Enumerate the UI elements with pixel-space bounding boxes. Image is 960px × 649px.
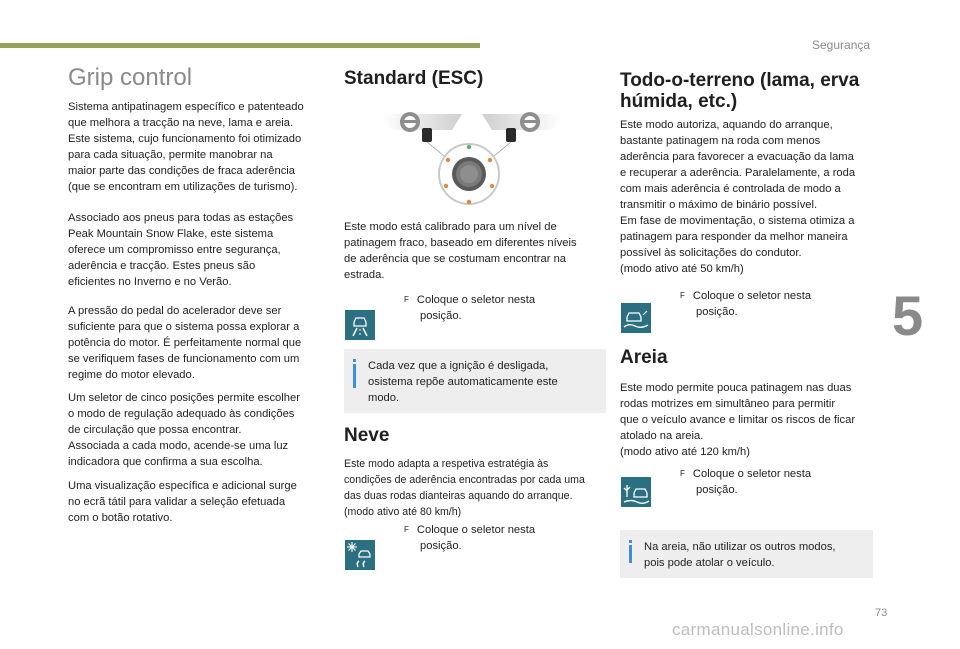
sand-bullet: F Coloque o seletor nesta posição. bbox=[680, 468, 812, 496]
snow-bullet: F Coloque o seletor nesta posição. bbox=[404, 524, 536, 552]
snow-mode-icon bbox=[345, 540, 375, 570]
standard-description: Este modo está calibrado para um nível de patinagem fraco, baseado em diferentes níveis de aderência que se costumam encontrar na estrada. bbox=[344, 221, 577, 281]
selector-paragraph: Um seletor de cinco posições permite escolher o modo de regulação adequado às condições de circulação que possa encontrar. Associada a cada modo, acende-se uma luz indicadora que confirma a sua escolha. bbox=[68, 392, 300, 468]
mud-bullet: F Coloque o seletor nesta posição. bbox=[680, 290, 812, 318]
standard-bullet: F Coloque o seletor nesta posição. bbox=[404, 294, 536, 322]
standard-note: Cada vez que a ignição é desligada, osistema repõe automaticamente este modo. bbox=[344, 349, 606, 413]
sand-mode-title: Areia bbox=[620, 347, 668, 368]
chapter-number: 5 bbox=[892, 284, 924, 347]
mud-description: Este modo autoriza, aquando do arranque, bastante patinagem na roda com menos aderência para favorecer a evacuação da lama e recuperar a aderência. Paralelamente, a roda com mais aderência é controlada de modo a transmitir o máximo de binário possível. Em fase de movimentação, o sistema otimiza a patinagem para responder da melhor maneira possível às solicitações do condutor. (modo ativo até 50 km/h) bbox=[620, 119, 856, 275]
standard-mode-icon bbox=[345, 310, 375, 340]
snow-description: Este modo adapta a respetiva estratégia às condições de aderência encontradas por cada uma das duas rodas dianteiras aquando do arranque. (modo ativo até 80 km/h) bbox=[344, 458, 585, 518]
grip-control-title: Grip control bbox=[68, 64, 193, 91]
info-marker-icon bbox=[629, 540, 632, 563]
sand-note: Na areia, não utilizar os outros modos, pois pode atolar o veículo. bbox=[620, 530, 873, 578]
accent-bar bbox=[0, 43, 480, 48]
mud-mode-title: Todo-o-terreno (lama, erva húmida, etc.) bbox=[620, 70, 860, 112]
steering-wheel-icon bbox=[520, 112, 540, 132]
watermark: carmanualsonline.info bbox=[672, 620, 844, 639]
info-marker-icon bbox=[353, 359, 356, 388]
mud-mode-icon bbox=[621, 303, 651, 333]
display-paragraph: Uma visualização específica e adicional surge no ecrã tátil para validar a seleção efetuada com o botão rotativo. bbox=[68, 480, 297, 524]
grip-intro-paragraph: Sistema antipatinagem específico e patenteado que melhora a tracção na neve, lama e areia. Este sistema, cujo funcionamento foi otimizado para cada situação, permite manobrar na maior parte das condições de fraca aderência (que se encontram em utilizações de turismo). bbox=[68, 101, 304, 193]
standard-esc-title: Standard (ESC) bbox=[344, 68, 484, 89]
sand-description: Este modo permite pouca patinagem nas duas rodas motrizes em simultâneo para permitir que o veículo avance e limitar os riscos de ficar atolado na areia. (modo ativo até 120 km/h) bbox=[620, 382, 856, 458]
mode-selector-knob-icon bbox=[439, 144, 499, 204]
steering-wheel-icon bbox=[400, 112, 420, 132]
section-label: Segurança bbox=[812, 38, 871, 52]
accelerator-paragraph: A pressão do pedal do acelerador deve ser suficiente para que o sistema possa explorar a potência do motor. É perfeitamente normal que se verifiquem fases de funcionamento com um regime do motor elevado. bbox=[68, 305, 302, 381]
tyres-paragraph: Associado aos pneus para todas as estações Peak Mountain Snow Flake, este sistema oferece um compromisso entre segurança, aderência e tracção. Estes pneus são eficientes no Inverno e no Verão. bbox=[68, 212, 294, 288]
grip-control-illustration bbox=[372, 104, 572, 214]
snow-mode-title: Neve bbox=[344, 425, 390, 446]
page-number: 73 bbox=[875, 607, 888, 619]
sand-mode-icon bbox=[621, 477, 651, 507]
